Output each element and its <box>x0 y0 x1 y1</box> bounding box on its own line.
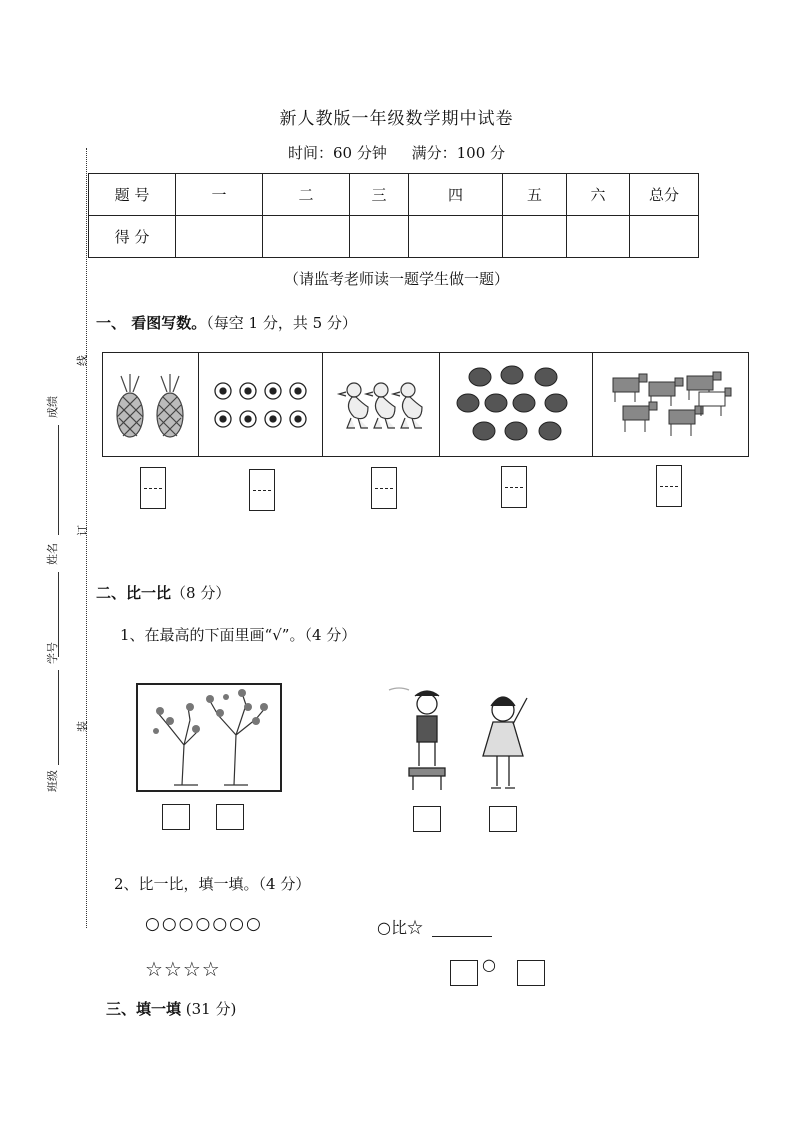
exam-time: 时间：60 分钟 <box>287 144 387 162</box>
stars-row: ☆☆☆☆ <box>145 957 221 981</box>
question-2-2: 2、比一比，填一填。（4 分） <box>114 875 311 893</box>
exam-full-score: 满分：100 分 <box>411 144 506 162</box>
score-input-cell[interactable] <box>567 216 630 258</box>
compare-box-left[interactable] <box>450 960 478 986</box>
checkbox-left-tree[interactable] <box>162 804 190 830</box>
score-table-cell: 六 <box>567 174 630 216</box>
checkbox-girl[interactable] <box>489 806 517 832</box>
compare-statement <box>377 915 423 938</box>
section3-points: (31 分) <box>181 1000 237 1018</box>
score-table-score-row <box>89 216 699 258</box>
picture-strip <box>102 352 749 457</box>
score-table-cell: 四 <box>409 174 503 216</box>
pineapple-icon <box>105 370 195 440</box>
checkbox-boy[interactable] <box>413 806 441 832</box>
section2-points: （8 分） <box>171 584 231 602</box>
section3-title: 三、填一填 <box>106 1000 182 1018</box>
margin-label-bind: 订 <box>76 525 89 536</box>
score-write-line[interactable] <box>58 425 59 535</box>
answer-box[interactable] <box>656 465 682 507</box>
section2-title: 二、比一比 <box>96 584 172 602</box>
score-table-cell: 五 <box>503 174 567 216</box>
page-title: 新人教版一年级数学期中试卷 <box>279 109 514 129</box>
children-picture <box>385 684 545 802</box>
score-table-cell: 得 分 <box>89 216 176 258</box>
cow-icon <box>609 370 733 440</box>
score-input-cell[interactable] <box>176 216 263 258</box>
score-table-cell: 二 <box>263 174 350 216</box>
section3-heading <box>106 998 236 1019</box>
pineapple-picture <box>103 353 199 456</box>
circles-row: ○○○○○○○ <box>145 914 263 934</box>
margin-label-class: 班级 <box>46 770 59 792</box>
answer-box[interactable] <box>501 466 527 508</box>
margin-label-install: 装 <box>76 721 89 732</box>
score-table-cell: 一 <box>176 174 263 216</box>
section1-title: 一、 看图写数。 <box>96 314 207 332</box>
margin-label-line: 线 <box>76 355 89 366</box>
tomato-icon <box>456 365 576 445</box>
exam-info <box>0 142 793 163</box>
answer-box[interactable] <box>140 467 166 509</box>
score-input-cell[interactable] <box>503 216 567 258</box>
answer-box[interactable] <box>371 467 397 509</box>
duck-picture <box>323 353 440 456</box>
score-input-cell[interactable] <box>350 216 409 258</box>
score-table <box>88 173 699 258</box>
trees-picture <box>136 683 282 792</box>
tomato-picture <box>440 353 594 456</box>
duck-icon <box>336 372 426 438</box>
score-table-cell: 题 号 <box>89 174 176 216</box>
instruction-note: （请监考老师读一题学生做一题） <box>283 270 509 288</box>
section2-heading <box>96 582 230 603</box>
cow-picture <box>593 353 748 456</box>
flower-icon <box>211 375 311 435</box>
tree-icon <box>138 685 280 790</box>
compare-box-right[interactable] <box>517 960 545 986</box>
margin-label-score: 成绩 <box>46 396 59 418</box>
compare-circle-symbol: ○ <box>482 955 496 974</box>
score-input-cell[interactable] <box>409 216 503 258</box>
score-table-cell: 三 <box>350 174 409 216</box>
children-icon <box>385 684 545 802</box>
compare-answer-blank[interactable] <box>432 936 492 937</box>
margin-label-name: 姓名 <box>46 543 59 565</box>
binding-dotted-line <box>86 148 87 928</box>
question-2-1: 1、在最高的下面里画“√”。（4 分） <box>120 626 357 644</box>
margin-label-student-no: 学号 <box>46 642 59 664</box>
score-input-cell[interactable] <box>263 216 350 258</box>
score-table-header-row <box>89 174 699 216</box>
checkbox-right-tree[interactable] <box>216 804 244 830</box>
compare-prefix: ○比☆ <box>377 918 423 937</box>
section1-points: （每空 1 分，共 5 分） <box>206 314 357 332</box>
score-input-cell[interactable] <box>630 216 699 258</box>
student-no-write-line[interactable] <box>58 670 59 765</box>
answer-box[interactable] <box>249 469 275 511</box>
flower-picture <box>199 353 324 456</box>
section1-heading <box>96 312 357 333</box>
score-table-cell: 总分 <box>630 174 699 216</box>
